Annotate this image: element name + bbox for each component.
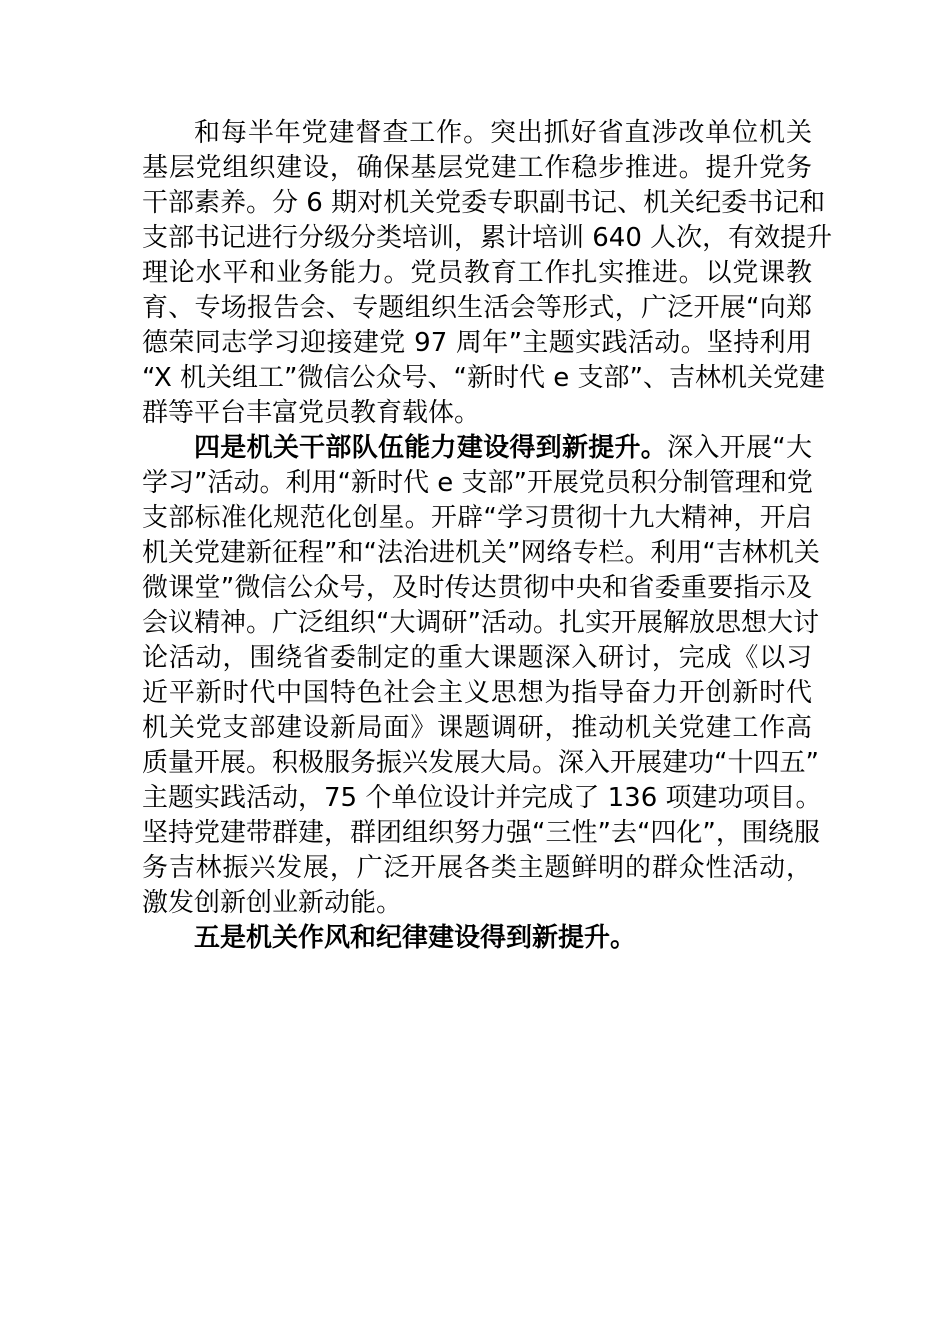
paragraph-first-line [142,921,812,956]
text-line: 论活动，围绕省委制定的重大课题深入研讨，完成《以习 [142,643,812,673]
text-line: 干部素养。分 6 期对机关党委专职副书记、机关纪委书记和 [142,188,826,218]
text-line: 近平新时代中国特色社会主义思想为指导奋力开创新时代 [142,678,812,708]
text-line: “X 机关组工”微信公众号、“新时代 e 支部”、吉林机关党建 [142,363,825,393]
text-line: 会议精神。广泛组织“大调研”活动。扎实开展解放思想大讨 [142,608,819,638]
text-line: 主题实践活动，75 个单位设计并完成了 136 项建功项目。 [142,783,822,813]
paragraph-continuation [142,116,833,431]
text-line: 机关党建新征程”和“法治进机关”网络专栏。利用“吉林机关 [142,538,820,568]
text-line: 务吉林振兴发展，广泛开展各类主题鲜明的群众性活动， [142,853,812,883]
text-line: 育、专场报告会、专题组织生活会等形式，广泛开展“向郑 [142,293,812,323]
section-heading: 五是机关作风和纪律建设得到新提升。 [194,923,637,953]
text-line: 激发创新创业新动能。 [142,888,403,918]
section-heading: 四是机关干部队伍能力建设得到新提升。 [194,433,668,463]
body-text [142,116,833,956]
text-line: 学习”活动。利用“新时代 e 支部”开展党员积分制管理和党 [142,468,813,498]
paragraph-first-line [142,431,812,466]
text-line: 群等平台丰富党员教育载体。 [142,398,481,428]
text-line: 坚持党建带群建，群团组织努力强“三性”去“四化”，围绕服 [142,818,820,848]
paragraph-work-style [142,921,812,956]
text-line: 支部书记进行分级分类培训，累计培训 640 人次，有效提升 [142,223,833,253]
text-line: 和每半年党建督查工作。突出抓好省直涉改单位机关 [194,118,812,148]
text-run: 深入开展“大 [667,433,812,463]
text-line: 微课堂”微信公众号，及时传达贯彻中央和省委重要指示及 [142,573,812,603]
text-line: 基层党组织建设，确保基层党建工作稳步推进。提升党务 [142,153,812,183]
text-line: 支部标准化规范化创星。开辟“学习贯彻十九大精神，开启 [142,503,812,533]
text-line: 理论水平和业务能力。党员教育工作扎实推进。以党课教 [142,258,812,288]
text-line: 德荣同志学习迎接建党 97 周年”主题实践活动。坚持利用 [142,328,812,358]
text-line: 机关党支部建设新局面》课题调研，推动机关党建工作高 [142,713,812,743]
paragraph-cadre-capacity [142,431,822,921]
text-line: 质量开展。积极服务振兴发展大局。深入开展建功“十四五” [142,748,819,778]
